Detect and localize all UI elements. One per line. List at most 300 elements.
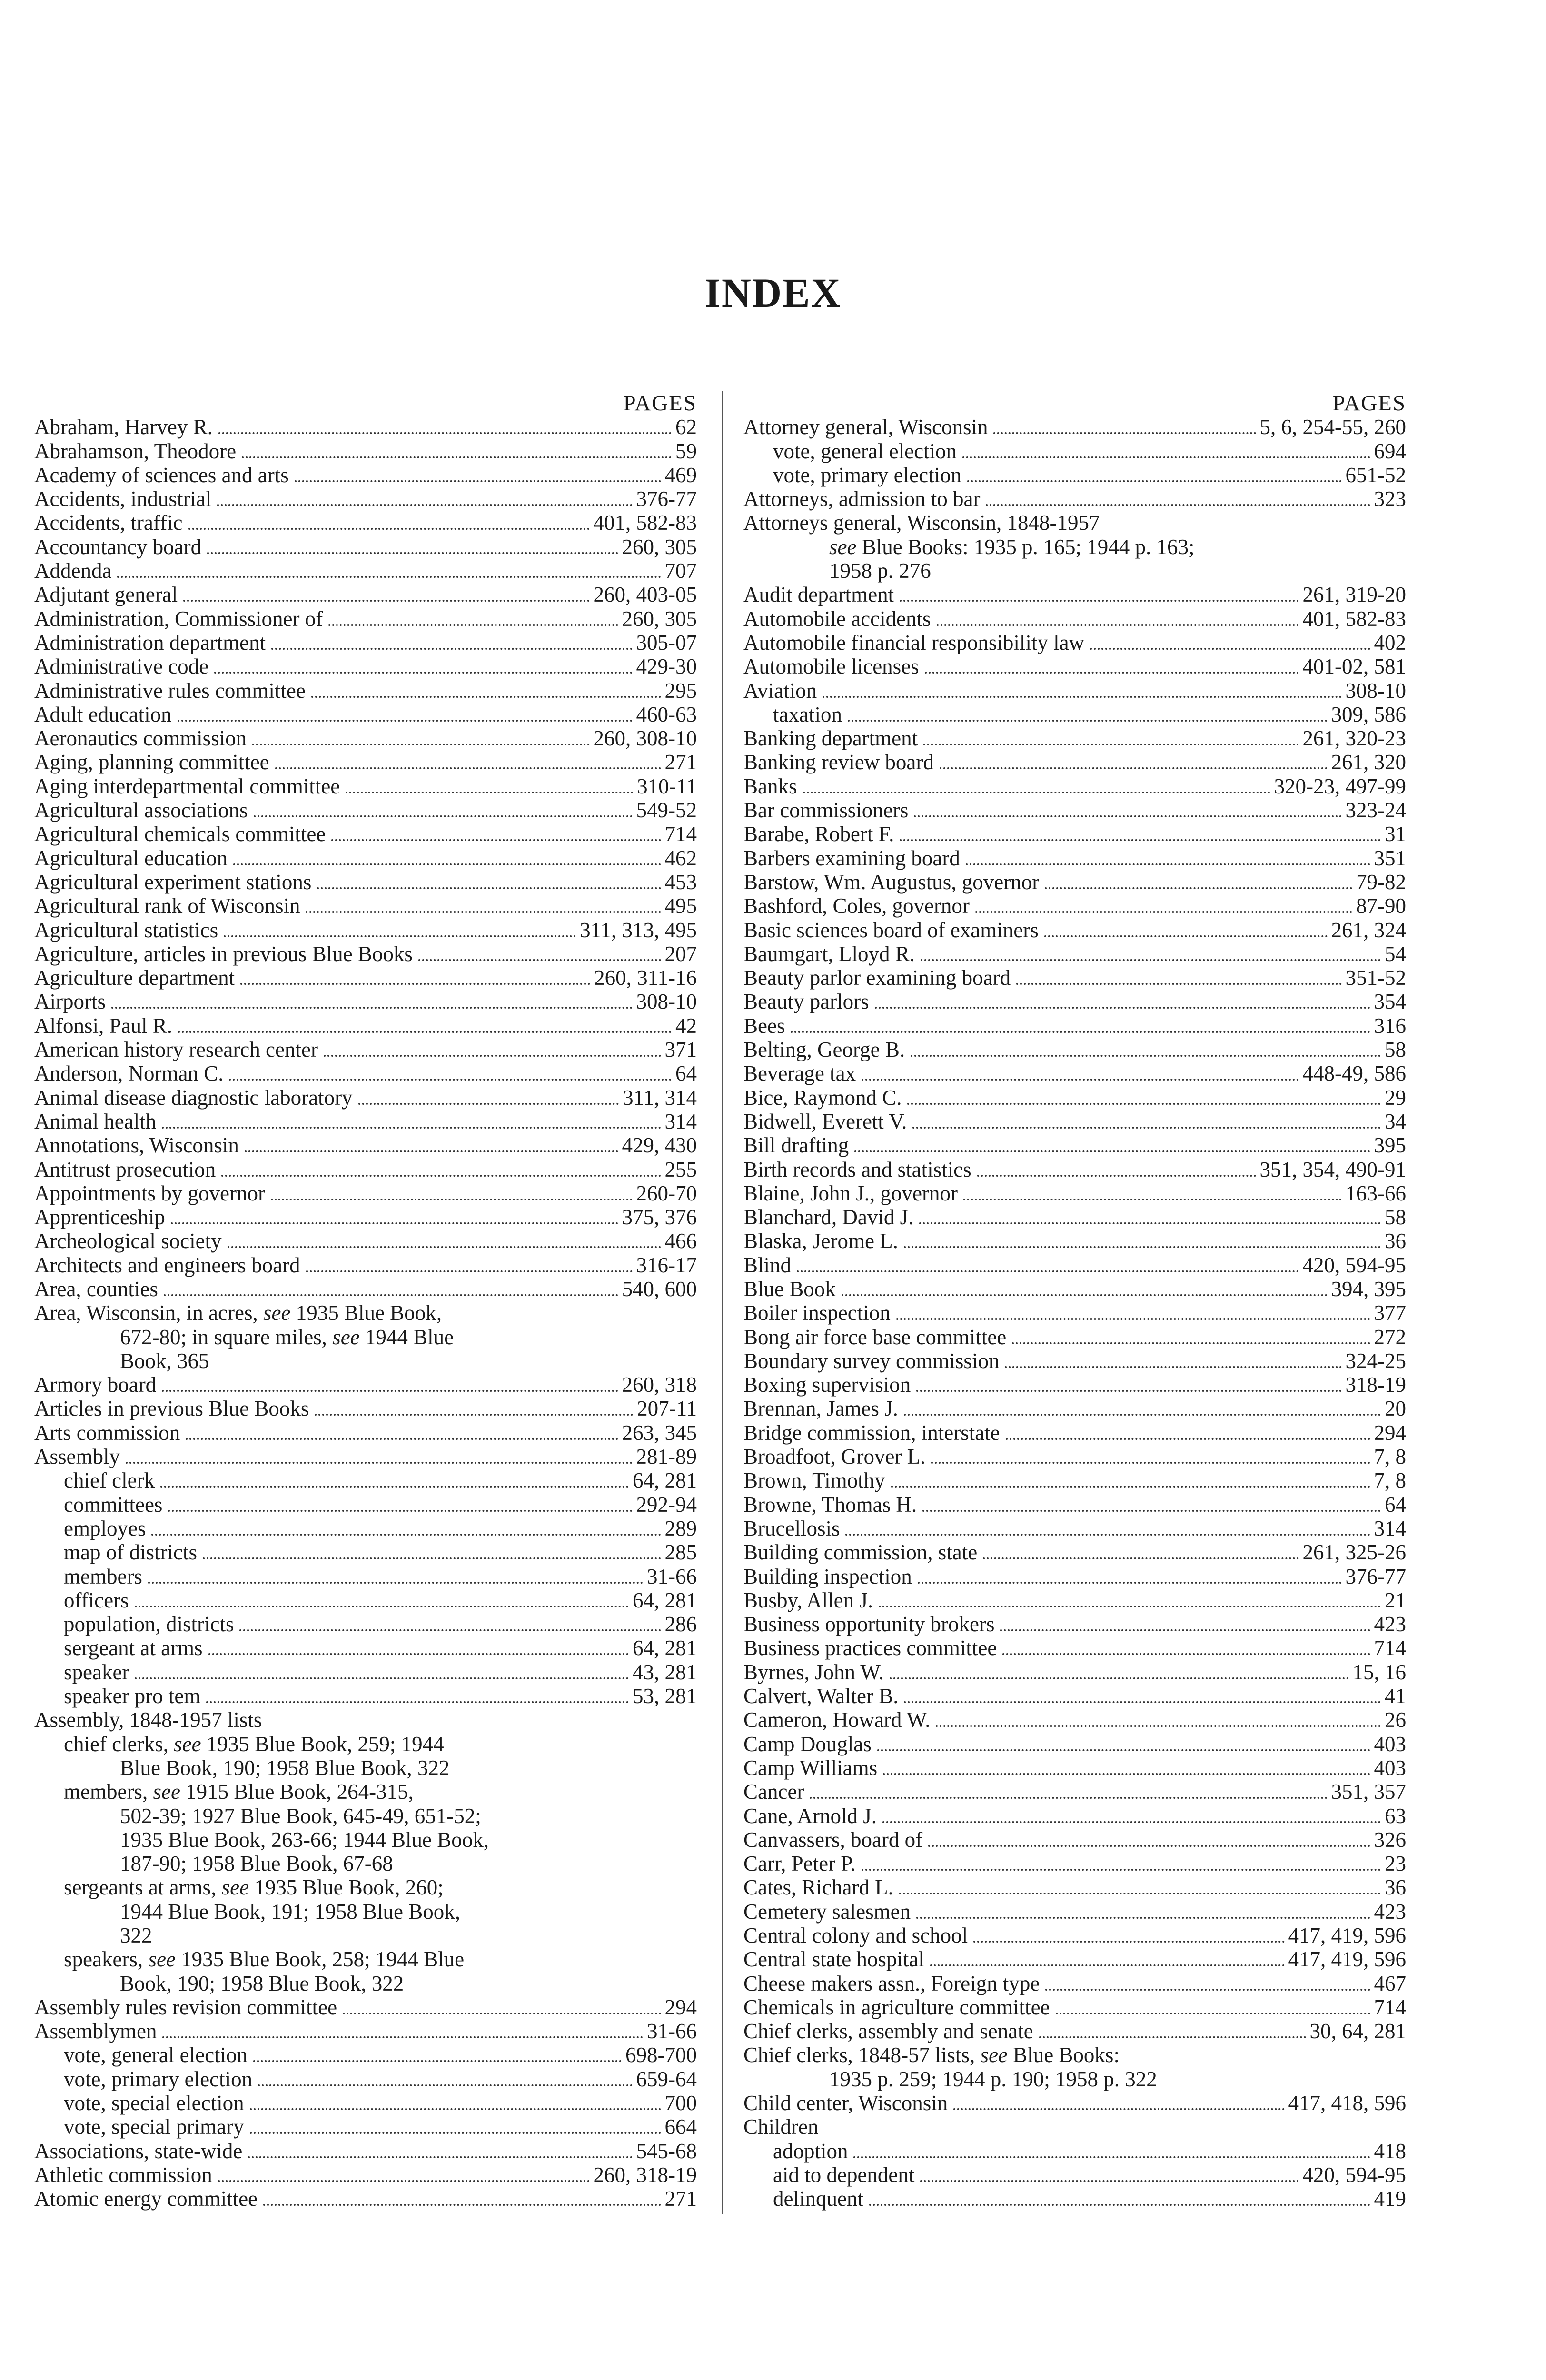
entry-term: Blanchard, David J. [743, 1205, 914, 1230]
index-entry [743, 1038, 1406, 1061]
dot-leader [160, 1486, 629, 1488]
entry-pages: 5, 6, 254-55, 260 [1259, 415, 1406, 439]
entry-term: Attorneys, admission to bar [743, 487, 981, 511]
index-entry [743, 1780, 1406, 1804]
entry-term: Audit department [743, 583, 894, 607]
index-entry [743, 1205, 1406, 1229]
entry-term: Arts commission [34, 1420, 180, 1445]
entry-pages: 314 [1374, 1516, 1406, 1540]
dot-leader [233, 863, 661, 865]
entry-text: speakers, [64, 1947, 143, 1972]
entry-pages: 261, 320 [1331, 750, 1406, 774]
dot-leader [250, 2108, 661, 2110]
entry-term: Birth records and statistics [743, 1157, 971, 1181]
dot-leader [986, 504, 1370, 506]
entry-term: Appointments by governor [34, 1181, 265, 1205]
index-entry [743, 415, 1406, 439]
entry-term: Athletic commission [34, 2162, 212, 2187]
entry-term: sergeant at arms [64, 1636, 203, 1660]
entry-term: aid to dependent [773, 2162, 915, 2187]
dot-leader [810, 1797, 1327, 1799]
index-entry [743, 1852, 1406, 1875]
entry-pages: 23 [1385, 1852, 1406, 1876]
entry-term: Banking department [743, 726, 918, 751]
index-entry [743, 1804, 1406, 1828]
index-entry [34, 1133, 697, 1157]
entry-pages: 64 [675, 1061, 697, 1086]
entry-pages: 659-64 [636, 2067, 697, 2091]
dot-leader [148, 1582, 643, 1584]
dot-leader [295, 480, 661, 482]
entry-pages: 21 [1385, 1588, 1406, 1612]
entry-pages: 34 [1385, 1109, 1406, 1133]
index-entry [34, 2139, 697, 2163]
dot-leader [921, 959, 1381, 961]
index-subentry [34, 1684, 697, 1708]
entry-term: Beauty parlors [743, 990, 869, 1014]
dot-leader [331, 839, 661, 841]
dot-leader [418, 959, 661, 961]
see-reference: see [829, 535, 857, 559]
entry-pages: 260, 318 [622, 1373, 697, 1397]
index-entry [34, 559, 697, 583]
dot-leader [883, 1773, 1370, 1775]
entry-term: speaker pro tem [64, 1684, 201, 1708]
index-entry [743, 1900, 1406, 1924]
dot-leader [203, 1557, 661, 1559]
entry-pages: 260, 311-16 [594, 966, 697, 990]
entry-term: Bees [743, 1013, 785, 1038]
dot-leader [904, 1701, 1381, 1703]
index-entry [743, 774, 1406, 798]
entry-term: Cheese makers assn., Foreign type [743, 1971, 1040, 1995]
dot-leader [178, 720, 633, 722]
entry-term: Accidents, traffic [34, 511, 183, 535]
index-entry [743, 1636, 1406, 1660]
dot-leader [918, 1582, 1342, 1584]
index-entry [34, 726, 697, 750]
entry-term: Agriculture department [34, 966, 235, 990]
dot-leader [842, 1294, 1328, 1296]
index-entry [743, 1756, 1406, 1780]
dot-leader [126, 1462, 633, 1464]
entry-term: Antitrust prosecution [34, 1157, 216, 1181]
entry-text-rest: 1935 Blue Book, 260; [254, 1875, 444, 1900]
entry-term: Blind [743, 1253, 792, 1277]
index-entry [34, 1995, 697, 2019]
entry-term: Adult education [34, 702, 172, 726]
dot-leader [899, 1893, 1381, 1894]
index-continuation-line [743, 559, 1406, 583]
dot-leader [217, 504, 632, 506]
column-divider [722, 391, 723, 2214]
index-entry [743, 1325, 1406, 1349]
dot-leader [920, 2180, 1298, 2182]
entry-pages: 87-90 [1356, 894, 1406, 918]
see-reference: see [332, 1325, 360, 1349]
index-entry [743, 1612, 1406, 1636]
dot-leader [925, 672, 1299, 674]
entry-term: Blue Book [743, 1277, 836, 1301]
entry-pages: 714 [1374, 1995, 1406, 2019]
entry-pages: 271 [664, 750, 697, 774]
index-subentry [34, 2067, 697, 2091]
index-entry [743, 1588, 1406, 1612]
entry-term: Animal health [34, 1109, 157, 1133]
index-entry [34, 1301, 697, 1325]
dot-leader [953, 2108, 1284, 2110]
dot-leader [1000, 1629, 1370, 1631]
dot-leader [1016, 983, 1341, 985]
entry-term: Business practices committee [743, 1636, 997, 1660]
see-reference: see [221, 1875, 249, 1900]
entry-pages: 260-70 [636, 1181, 697, 1205]
dot-leader [162, 1127, 661, 1129]
dot-leader [890, 1677, 1348, 1679]
entry-term: Atomic energy committee [34, 2187, 258, 2211]
dot-leader [940, 767, 1328, 769]
dot-leader [239, 1629, 661, 1631]
entry-term: Area, counties [34, 1277, 158, 1301]
dot-leader [963, 1199, 1342, 1200]
entry-text: 1944 Blue Book, 191; 1958 Blue Book, [120, 1899, 461, 1924]
entry-term: officers [64, 1588, 129, 1612]
index-entry [743, 1158, 1406, 1181]
entry-pages: 376-77 [1345, 1564, 1406, 1588]
entry-pages: 63 [1385, 1804, 1406, 1828]
dot-leader [224, 935, 576, 937]
index-entry [34, 1277, 697, 1301]
index-entry [34, 463, 697, 487]
entry-pages: 495 [664, 894, 697, 918]
index-entry [743, 631, 1406, 654]
dot-leader [208, 1653, 629, 1655]
dot-leader [962, 456, 1370, 458]
entry-term: committees [64, 1492, 163, 1517]
dot-leader [928, 1845, 1370, 1847]
dot-leader [328, 624, 618, 626]
index-subentry [34, 1468, 697, 1492]
index-continuation-line [34, 1828, 697, 1852]
see-reference: see [263, 1301, 291, 1325]
dot-leader [275, 767, 661, 769]
index-entry [743, 487, 1406, 511]
dot-leader [931, 1462, 1370, 1464]
dot-leader [162, 2036, 643, 2038]
index-entry [34, 2163, 697, 2187]
dot-leader [252, 744, 589, 745]
entry-term: vote, primary election [64, 2067, 253, 2091]
entry-term: Annotations, Wisconsin [34, 1133, 239, 1158]
index-entry [743, 1397, 1406, 1420]
entry-pages: 64, 281 [633, 1636, 697, 1660]
entry-term: Cates, Richard L. [743, 1875, 893, 1900]
entry-term: Basic sciences board of examiners [743, 918, 1039, 942]
entry-term: Agricultural statistics [34, 918, 218, 942]
entry-pages: 714 [1374, 1636, 1406, 1660]
pages-header: PAGES [623, 391, 697, 416]
dot-leader [1012, 1342, 1370, 1344]
entry-pages: 420, 594-95 [1302, 1253, 1406, 1277]
entry-pages: 323 [1374, 487, 1406, 511]
entry-term: Barabe, Robert F. [743, 822, 894, 846]
entry-term: Barbers examining board [743, 846, 960, 870]
entry-term: Archeological society [34, 1229, 222, 1253]
entry-pages: 324-25 [1345, 1349, 1406, 1373]
entry-term: delinquent [773, 2187, 863, 2211]
dot-leader [922, 1510, 1381, 1512]
entry-term: Aging, planning committee [34, 750, 269, 774]
entry-term: Bice, Raymond C. [743, 1085, 902, 1110]
entry-term: Belting, George B. [743, 1038, 905, 1062]
dot-leader [162, 1390, 618, 1392]
entry-term: members [64, 1564, 142, 1588]
index-subentry [34, 1660, 697, 1684]
index-continuation-line [34, 1924, 697, 1947]
entry-term: Accidents, industrial [34, 487, 212, 511]
dot-leader [306, 1270, 633, 1272]
dot-leader [111, 1007, 633, 1009]
entry-pages: 54 [1385, 942, 1406, 966]
index-continuation-line [743, 2115, 1406, 2139]
dot-leader [912, 1127, 1381, 1129]
entry-text: 1935 Blue Book, 263-66; 1944 Blue Book, [120, 1827, 489, 1852]
dot-leader [186, 1438, 618, 1440]
index-subentry [743, 2163, 1406, 2187]
dot-leader [916, 1390, 1341, 1392]
entry-pages: 467 [1374, 1971, 1406, 1995]
entry-pages: 419 [1374, 2187, 1406, 2211]
index-entry [34, 439, 697, 463]
entry-term: Administrative code [34, 654, 209, 679]
see-reference: see [980, 2043, 1008, 2067]
dot-leader [803, 792, 1270, 793]
dot-leader [1005, 1366, 1341, 1368]
entry-term: Business opportunity brokers [743, 1612, 995, 1636]
index-entry [743, 1349, 1406, 1373]
entry-term: Cancer [743, 1780, 804, 1804]
entry-term: Bridge commission, interstate [743, 1420, 1000, 1445]
index-continuation-line [34, 1732, 697, 1756]
dot-leader [875, 1007, 1370, 1009]
entry-pages: 260, 305 [622, 606, 697, 631]
index-continuation-line [34, 1900, 697, 1924]
index-entry [743, 1732, 1406, 1756]
entry-text-rest: 1935 Blue Book, 259; 1944 [206, 1732, 444, 1756]
entry-term: vote, special primary [64, 2115, 244, 2139]
entry-pages: 29 [1385, 1085, 1406, 1110]
index-column-right [743, 391, 1406, 2211]
dot-leader [983, 1557, 1298, 1559]
entry-pages: 417, 419, 596 [1288, 1924, 1406, 1947]
index-continuation-line [743, 511, 1406, 535]
entry-pages: 30, 64, 281 [1309, 2019, 1406, 2043]
entry-pages: 281-89 [636, 1445, 697, 1469]
index-entry [34, 798, 697, 822]
dot-leader [967, 480, 1341, 482]
index-entry [34, 1086, 697, 1110]
entry-pages: 36 [1385, 1875, 1406, 1900]
index-entry [34, 1158, 697, 1181]
entry-pages: 323-24 [1345, 798, 1406, 823]
entry-term: Brennan, James J. [743, 1397, 898, 1421]
entry-term: Blaine, John J., governor [743, 1181, 958, 1205]
entry-pages: 453 [664, 870, 697, 894]
index-entry [743, 870, 1406, 894]
entry-term: Agricultural experiment stations [34, 870, 312, 894]
entry-term: Animal disease diagnostic laboratory [34, 1085, 353, 1110]
entry-pages: 664 [664, 2115, 697, 2139]
entry-term: Agricultural rank of Wisconsin [34, 894, 300, 918]
index-entry [743, 1947, 1406, 1971]
see-reference: see [153, 1780, 180, 1804]
entry-pages: 423 [1374, 1612, 1406, 1636]
index-entry [743, 1373, 1406, 1397]
entry-pages: 545-68 [636, 2139, 697, 2163]
dot-leader [853, 2156, 1370, 2158]
index-subentry [34, 1517, 697, 1540]
index-subentry [34, 2091, 697, 2115]
dot-leader [117, 576, 661, 578]
dot-leader [178, 1031, 672, 1033]
entry-pages: 714 [664, 822, 697, 846]
dot-leader [214, 672, 632, 674]
dot-leader [993, 432, 1256, 434]
index-entry [743, 846, 1406, 870]
entry-term: adoption [773, 2139, 848, 2163]
entry-term: employes [64, 1516, 146, 1540]
entry-term: Assembly [34, 1445, 120, 1469]
index-entry [743, 1828, 1406, 1852]
dot-leader [358, 1103, 619, 1105]
entry-pages: 295 [664, 678, 697, 703]
index-entry [34, 654, 697, 678]
entry-pages: 308-10 [1345, 678, 1406, 703]
dot-leader [1056, 2013, 1370, 2014]
entry-pages: 261, 319-20 [1302, 583, 1406, 607]
entry-pages: 403 [1374, 1755, 1406, 1780]
entry-term: Banking review board [743, 750, 934, 774]
dot-leader [823, 696, 1341, 698]
dot-leader [315, 1414, 633, 1416]
index-entry [743, 1181, 1406, 1205]
entry-pages: 326 [1374, 1827, 1406, 1852]
dot-leader [797, 1270, 1298, 1272]
dot-leader [923, 744, 1298, 745]
dot-leader [1044, 935, 1328, 937]
entry-pages: 31-66 [647, 1564, 697, 1588]
entry-text-rest: 1935 Blue Book, [296, 1301, 442, 1325]
dot-leader [845, 1534, 1370, 1536]
entry-text: 502-39; 1927 Blue Book, 645-49, 651-52; [120, 1804, 481, 1828]
index-entry [34, 1038, 697, 1061]
index-entry [743, 894, 1406, 918]
entry-pages: 260, 308-10 [593, 726, 697, 751]
index-entry [743, 654, 1406, 678]
entry-text: Book, 365 [120, 1349, 209, 1373]
index-entry [743, 1277, 1406, 1301]
entry-pages: 401, 582-83 [1302, 606, 1406, 631]
index-subentry [743, 703, 1406, 726]
dot-leader [1039, 2036, 1306, 2038]
entry-text: 322 [120, 1924, 152, 1947]
entry-pages: 207-11 [637, 1397, 697, 1421]
entry-term: Administrative rules committee [34, 678, 306, 703]
entry-term: Building commission, state [743, 1540, 978, 1565]
entry-term: Academy of sciences and arts [34, 463, 289, 487]
entry-pages: 31 [1385, 822, 1406, 846]
entry-term: Bidwell, Everett V. [743, 1109, 907, 1133]
dot-leader [254, 815, 633, 817]
dot-leader [900, 839, 1381, 841]
index-entry [34, 774, 697, 798]
entry-term: Bar commissioners [743, 798, 909, 823]
entry-pages: 429-30 [636, 654, 697, 679]
index-entry [34, 1229, 697, 1253]
dot-leader [882, 1821, 1381, 1823]
index-entry [743, 1229, 1406, 1253]
entry-pages: 59 [675, 439, 697, 463]
entry-pages: 469 [664, 463, 697, 487]
index-entry [743, 607, 1406, 631]
index-entry [34, 822, 697, 846]
entry-term: Abraham, Harvey R. [34, 415, 213, 439]
dot-leader [188, 528, 590, 530]
index-entry [743, 798, 1406, 822]
index-entry [34, 583, 697, 606]
entry-term: Boundary survey commission [743, 1349, 1000, 1373]
index-continuation-line [34, 1756, 697, 1780]
entry-text-rest: 1915 Blue Book, 264-315, [186, 1780, 414, 1804]
dot-leader [218, 432, 672, 434]
dot-leader [914, 815, 1341, 817]
dot-leader [242, 456, 672, 458]
entry-pages: 15, 16 [1352, 1660, 1406, 1684]
index-subentry [743, 463, 1406, 487]
entry-term: Chief clerks, assembly and senate [743, 2019, 1033, 2043]
entry-pages: 305-07 [636, 630, 697, 654]
dot-leader [135, 1606, 629, 1607]
dot-leader [1045, 887, 1352, 889]
entry-pages: 395 [1374, 1133, 1406, 1158]
entry-term: Camp Douglas [743, 1732, 872, 1756]
entry-term: Brown, Timothy [743, 1468, 885, 1493]
entry-pages: 417, 419, 596 [1288, 1947, 1406, 1972]
entry-term: Associations, state-wide [34, 2139, 243, 2163]
entry-pages: 429, 430 [622, 1133, 697, 1158]
entry-term: vote, primary election [773, 463, 962, 487]
entry-text: members, [64, 1780, 148, 1804]
index-entry [743, 1445, 1406, 1468]
dot-leader [240, 983, 590, 985]
entry-term: Brucellosis [743, 1516, 840, 1540]
entry-pages: 351-52 [1345, 966, 1406, 990]
entry-pages: 261, 320-23 [1302, 726, 1406, 751]
index-subentry [34, 1636, 697, 1660]
entry-text-rest: 1935 Blue Book, 258; 1944 Blue [181, 1947, 465, 1972]
index-entry [743, 1995, 1406, 2019]
entry-text: 1935 p. 259; 1944 p. 190; 1958 p. 322 [829, 2067, 1157, 2091]
index-entry [34, 1253, 697, 1277]
entry-pages: 271 [664, 2187, 697, 2211]
entry-pages: 310-11 [637, 774, 697, 798]
entry-term: Boxing supervision [743, 1373, 911, 1397]
entry-pages: 318-19 [1345, 1373, 1406, 1397]
entry-pages: 260, 305 [622, 535, 697, 559]
index-entry [34, 1110, 697, 1133]
entry-term: Airports [34, 990, 106, 1014]
entry-term: chief clerk [64, 1468, 155, 1493]
